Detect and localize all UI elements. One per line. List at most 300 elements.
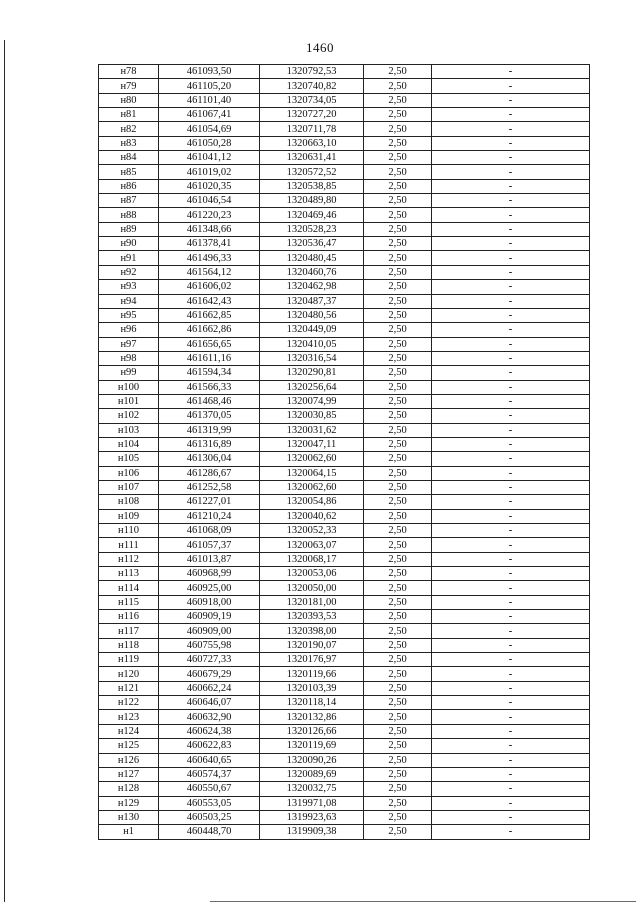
table-row [99,337,590,351]
point-name-cell: н123 [99,710,159,724]
x-coordinate-cell: 461020,35 [159,179,260,193]
table-row [99,767,590,781]
y-coordinate-cell: 1320538,85 [260,179,364,193]
x-coordinate-cell: 461057,37 [159,538,260,552]
x-coordinate-cell: 461566,33 [159,380,260,394]
y-coordinate-cell: 1320489,80 [260,194,364,208]
y-coordinate-cell: 1320040,62 [260,509,364,523]
x-coordinate-cell: 461252,58 [159,480,260,494]
x-coordinate-cell: 461220,23 [159,208,260,222]
y-coordinate-cell: 1320053,06 [260,567,364,581]
note-cell: - [432,108,590,122]
table-row [99,581,590,595]
accuracy-cell: 2,50 [364,796,432,810]
y-coordinate-cell: 1320410,05 [260,337,364,351]
y-coordinate-cell: 1320047,11 [260,437,364,451]
note-cell: - [432,452,590,466]
accuracy-cell: 2,50 [364,308,432,322]
accuracy-cell: 2,50 [364,638,432,652]
y-coordinate-cell: 1320050,00 [260,581,364,595]
y-coordinate-cell: 1320119,66 [260,667,364,681]
x-coordinate-cell: 460622,83 [159,739,260,753]
x-coordinate-cell: 461606,02 [159,280,260,294]
accuracy-cell: 2,50 [364,93,432,107]
y-coordinate-cell: 1320460,76 [260,265,364,279]
y-coordinate-cell: 1320190,07 [260,638,364,652]
note-cell: - [432,409,590,423]
x-coordinate-cell: 461496,33 [159,251,260,265]
accuracy-cell: 2,50 [364,767,432,781]
point-name-cell: н111 [99,538,159,552]
note-cell: - [432,337,590,351]
point-name-cell: н121 [99,681,159,695]
note-cell: - [432,810,590,824]
point-name-cell: н100 [99,380,159,394]
table-row [99,108,590,122]
note-cell: - [432,323,590,337]
point-name-cell: н127 [99,767,159,781]
note-cell: - [432,782,590,796]
point-name-cell: н117 [99,624,159,638]
x-coordinate-cell: 461316,89 [159,437,260,451]
x-coordinate-cell: 461348,66 [159,222,260,236]
point-name-cell: н125 [99,739,159,753]
note-cell: - [432,552,590,566]
y-coordinate-cell: 1320089,69 [260,767,364,781]
table-row [99,796,590,810]
accuracy-cell: 2,50 [364,351,432,365]
point-name-cell: н98 [99,351,159,365]
coordinates-table [98,64,590,840]
x-coordinate-cell: 461019,02 [159,165,260,179]
point-name-cell: н130 [99,810,159,824]
accuracy-cell: 2,50 [364,595,432,609]
y-coordinate-cell: 1320393,53 [260,610,364,624]
note-cell: - [432,93,590,107]
point-name-cell: н94 [99,294,159,308]
note-cell: - [432,681,590,695]
x-coordinate-cell: 460755,98 [159,638,260,652]
table-row [99,495,590,509]
note-cell: - [432,65,590,79]
y-coordinate-cell: 1320256,64 [260,380,364,394]
note-cell: - [432,179,590,193]
x-coordinate-cell: 461642,43 [159,294,260,308]
point-name-cell: н128 [99,782,159,796]
y-coordinate-cell: 1320068,17 [260,552,364,566]
point-name-cell: н102 [99,409,159,423]
point-name-cell: н116 [99,610,159,624]
table-row [99,753,590,767]
x-coordinate-cell: 460550,67 [159,782,260,796]
note-cell: - [432,466,590,480]
x-coordinate-cell: 460503,25 [159,810,260,824]
note-cell: - [432,394,590,408]
table-row [99,351,590,365]
table-row [99,466,590,480]
point-name-cell: н126 [99,753,159,767]
note-cell: - [432,739,590,753]
note-cell: - [432,610,590,624]
note-cell: - [432,653,590,667]
note-cell: - [432,581,590,595]
x-coordinate-cell: 461101,40 [159,93,260,107]
point-name-cell: н129 [99,796,159,810]
accuracy-cell: 2,50 [364,739,432,753]
table-row [99,251,590,265]
y-coordinate-cell: 1320487,37 [260,294,364,308]
accuracy-cell: 2,50 [364,366,432,380]
table-row [99,423,590,437]
x-coordinate-cell: 460640,65 [159,753,260,767]
accuracy-cell: 2,50 [364,552,432,566]
note-cell: - [432,767,590,781]
y-coordinate-cell: 1320536,47 [260,237,364,251]
x-coordinate-cell: 461041,12 [159,151,260,165]
table-row [99,810,590,824]
table-row [99,237,590,251]
page-number: 1460 [306,40,334,55]
table-row [99,394,590,408]
point-name-cell: н79 [99,79,159,93]
note-cell: - [432,595,590,609]
point-name-cell: н92 [99,265,159,279]
accuracy-cell: 2,50 [364,681,432,695]
x-coordinate-cell: 461370,05 [159,409,260,423]
y-coordinate-cell: 1320792,53 [260,65,364,79]
accuracy-cell: 2,50 [364,538,432,552]
point-name-cell: н82 [99,122,159,136]
accuracy-cell: 2,50 [364,696,432,710]
x-coordinate-cell: 460925,00 [159,581,260,595]
x-coordinate-cell: 461319,99 [159,423,260,437]
note-cell: - [432,265,590,279]
point-name-cell: н88 [99,208,159,222]
note-cell: - [432,638,590,652]
x-coordinate-cell: 461594,34 [159,366,260,380]
accuracy-cell: 2,50 [364,810,432,824]
scan-edge-left [4,40,5,902]
accuracy-cell: 2,50 [364,452,432,466]
note-cell: - [432,222,590,236]
table-row [99,480,590,494]
table-row [99,825,590,839]
accuracy-cell: 2,50 [364,108,432,122]
accuracy-cell: 2,50 [364,581,432,595]
table-row [99,308,590,322]
table-row [99,452,590,466]
point-name-cell: н97 [99,337,159,351]
note-cell: - [432,624,590,638]
x-coordinate-cell: 461656,65 [159,337,260,351]
accuracy-cell: 2,50 [364,524,432,538]
point-name-cell: н112 [99,552,159,566]
note-cell: - [432,366,590,380]
y-coordinate-cell: 1319971,08 [260,796,364,810]
table-row [99,538,590,552]
point-name-cell: н106 [99,466,159,480]
table-row [99,610,590,624]
point-name-cell: н107 [99,480,159,494]
table-row [99,595,590,609]
y-coordinate-cell: 1320469,46 [260,208,364,222]
accuracy-cell: 2,50 [364,79,432,93]
table-row [99,179,590,193]
accuracy-cell: 2,50 [364,294,432,308]
x-coordinate-cell: 460968,99 [159,567,260,581]
y-coordinate-cell: 1320032,75 [260,782,364,796]
x-coordinate-cell: 461662,85 [159,308,260,322]
point-name-cell: н1 [99,825,159,839]
y-coordinate-cell: 1320181,00 [260,595,364,609]
accuracy-cell: 2,50 [364,136,432,150]
y-coordinate-cell: 1320480,45 [260,251,364,265]
y-coordinate-cell: 1320316,54 [260,351,364,365]
accuracy-cell: 2,50 [364,480,432,494]
note-cell: - [432,495,590,509]
y-coordinate-cell: 1320711,78 [260,122,364,136]
accuracy-cell: 2,50 [364,610,432,624]
point-name-cell: н114 [99,581,159,595]
note-cell: - [432,122,590,136]
accuracy-cell: 2,50 [364,323,432,337]
accuracy-cell: 2,50 [364,394,432,408]
table-row [99,724,590,738]
x-coordinate-cell: 461306,04 [159,452,260,466]
table-row [99,524,590,538]
accuracy-cell: 2,50 [364,466,432,480]
point-name-cell: н89 [99,222,159,236]
note-cell: - [432,251,590,265]
table-row [99,366,590,380]
accuracy-cell: 2,50 [364,724,432,738]
accuracy-cell: 2,50 [364,825,432,839]
table-row [99,208,590,222]
x-coordinate-cell: 460574,37 [159,767,260,781]
y-coordinate-cell: 1320398,00 [260,624,364,638]
accuracy-cell: 2,50 [364,65,432,79]
point-name-cell: н103 [99,423,159,437]
note-cell: - [432,753,590,767]
x-coordinate-cell: 461611,16 [159,351,260,365]
accuracy-cell: 2,50 [364,753,432,767]
point-name-cell: н81 [99,108,159,122]
point-name-cell: н90 [99,237,159,251]
note-cell: - [432,351,590,365]
x-coordinate-cell: 460646,07 [159,696,260,710]
y-coordinate-cell: 1320090,26 [260,753,364,767]
y-coordinate-cell: 1320727,20 [260,108,364,122]
x-coordinate-cell: 461468,46 [159,394,260,408]
x-coordinate-cell: 461210,24 [159,509,260,523]
x-coordinate-cell: 460727,33 [159,653,260,667]
note-cell: - [432,480,590,494]
note-cell: - [432,710,590,724]
note-cell: - [432,667,590,681]
y-coordinate-cell: 1319909,38 [260,825,364,839]
table-row [99,151,590,165]
x-coordinate-cell: 461286,67 [159,466,260,480]
note-cell: - [432,696,590,710]
note-cell: - [432,538,590,552]
note-cell: - [432,437,590,451]
table-row [99,65,590,79]
accuracy-cell: 2,50 [364,337,432,351]
table-row [99,552,590,566]
y-coordinate-cell: 1320740,82 [260,79,364,93]
x-coordinate-cell: 461378,41 [159,237,260,251]
point-name-cell: н93 [99,280,159,294]
y-coordinate-cell: 1320176,97 [260,653,364,667]
point-name-cell: н120 [99,667,159,681]
accuracy-cell: 2,50 [364,237,432,251]
point-name-cell: н101 [99,394,159,408]
accuracy-cell: 2,50 [364,122,432,136]
accuracy-cell: 2,50 [364,265,432,279]
note-cell: - [432,825,590,839]
note-cell: - [432,524,590,538]
y-coordinate-cell: 1320119,69 [260,739,364,753]
y-coordinate-cell: 1320449,09 [260,323,364,337]
point-name-cell: н115 [99,595,159,609]
y-coordinate-cell: 1320031,62 [260,423,364,437]
point-name-cell: н83 [99,136,159,150]
x-coordinate-cell: 461093,50 [159,65,260,79]
y-coordinate-cell: 1320074,99 [260,394,364,408]
y-coordinate-cell: 1319923,63 [260,810,364,824]
x-coordinate-cell: 461050,28 [159,136,260,150]
x-coordinate-cell: 460632,90 [159,710,260,724]
point-name-cell: н122 [99,696,159,710]
point-name-cell: н109 [99,509,159,523]
point-name-cell: н124 [99,724,159,738]
note-cell: - [432,237,590,251]
y-coordinate-cell: 1320631,41 [260,151,364,165]
coordinates-table-body [99,65,590,840]
point-name-cell: н86 [99,179,159,193]
table-row [99,681,590,695]
x-coordinate-cell: 461067,41 [159,108,260,122]
y-coordinate-cell: 1320290,81 [260,366,364,380]
y-coordinate-cell: 1320126,66 [260,724,364,738]
point-name-cell: н91 [99,251,159,265]
note-cell: - [432,509,590,523]
x-coordinate-cell: 461013,87 [159,552,260,566]
point-name-cell: н95 [99,308,159,322]
scan-edge-bottom [210,901,636,902]
accuracy-cell: 2,50 [364,151,432,165]
table-row [99,653,590,667]
table-row [99,380,590,394]
table-row [99,624,590,638]
x-coordinate-cell: 461046,54 [159,194,260,208]
table-row [99,739,590,753]
accuracy-cell: 2,50 [364,667,432,681]
x-coordinate-cell: 461105,20 [159,79,260,93]
point-name-cell: н105 [99,452,159,466]
y-coordinate-cell: 1320118,14 [260,696,364,710]
table-row [99,667,590,681]
y-coordinate-cell: 1320030,85 [260,409,364,423]
point-name-cell: н104 [99,437,159,451]
y-coordinate-cell: 1320663,10 [260,136,364,150]
accuracy-cell: 2,50 [364,437,432,451]
accuracy-cell: 2,50 [364,222,432,236]
point-name-cell: н80 [99,93,159,107]
accuracy-cell: 2,50 [364,380,432,394]
y-coordinate-cell: 1320054,86 [260,495,364,509]
accuracy-cell: 2,50 [364,423,432,437]
note-cell: - [432,308,590,322]
y-coordinate-cell: 1320734,05 [260,93,364,107]
note-cell: - [432,208,590,222]
table-row [99,409,590,423]
point-name-cell: н118 [99,638,159,652]
point-name-cell: н87 [99,194,159,208]
y-coordinate-cell: 1320052,33 [260,524,364,538]
accuracy-cell: 2,50 [364,409,432,423]
point-name-cell: н113 [99,567,159,581]
table-row [99,509,590,523]
accuracy-cell: 2,50 [364,280,432,294]
x-coordinate-cell: 460553,05 [159,796,260,810]
y-coordinate-cell: 1320480,56 [260,308,364,322]
table-row [99,93,590,107]
accuracy-cell: 2,50 [364,165,432,179]
table-row [99,194,590,208]
point-name-cell: н96 [99,323,159,337]
table-row [99,294,590,308]
note-cell: - [432,79,590,93]
note-cell: - [432,380,590,394]
accuracy-cell: 2,50 [364,208,432,222]
note-cell: - [432,194,590,208]
table-row [99,165,590,179]
x-coordinate-cell: 460448,70 [159,825,260,839]
x-coordinate-cell: 461662,86 [159,323,260,337]
x-coordinate-cell: 460662,24 [159,681,260,695]
table-row [99,782,590,796]
y-coordinate-cell: 1320063,07 [260,538,364,552]
table-row [99,79,590,93]
accuracy-cell: 2,50 [364,567,432,581]
point-name-cell: н108 [99,495,159,509]
table-row [99,136,590,150]
note-cell: - [432,423,590,437]
note-cell: - [432,567,590,581]
y-coordinate-cell: 1320103,39 [260,681,364,695]
table-row [99,265,590,279]
table-row [99,437,590,451]
accuracy-cell: 2,50 [364,251,432,265]
note-cell: - [432,724,590,738]
y-coordinate-cell: 1320132,86 [260,710,364,724]
table-row [99,280,590,294]
x-coordinate-cell: 460918,00 [159,595,260,609]
table-row [99,122,590,136]
table-row [99,696,590,710]
x-coordinate-cell: 460909,00 [159,624,260,638]
table-row [99,222,590,236]
table-row [99,710,590,724]
table-row [99,567,590,581]
y-coordinate-cell: 1320062,60 [260,480,364,494]
y-coordinate-cell: 1320528,23 [260,222,364,236]
point-name-cell: н84 [99,151,159,165]
table-row [99,323,590,337]
accuracy-cell: 2,50 [364,194,432,208]
accuracy-cell: 2,50 [364,653,432,667]
